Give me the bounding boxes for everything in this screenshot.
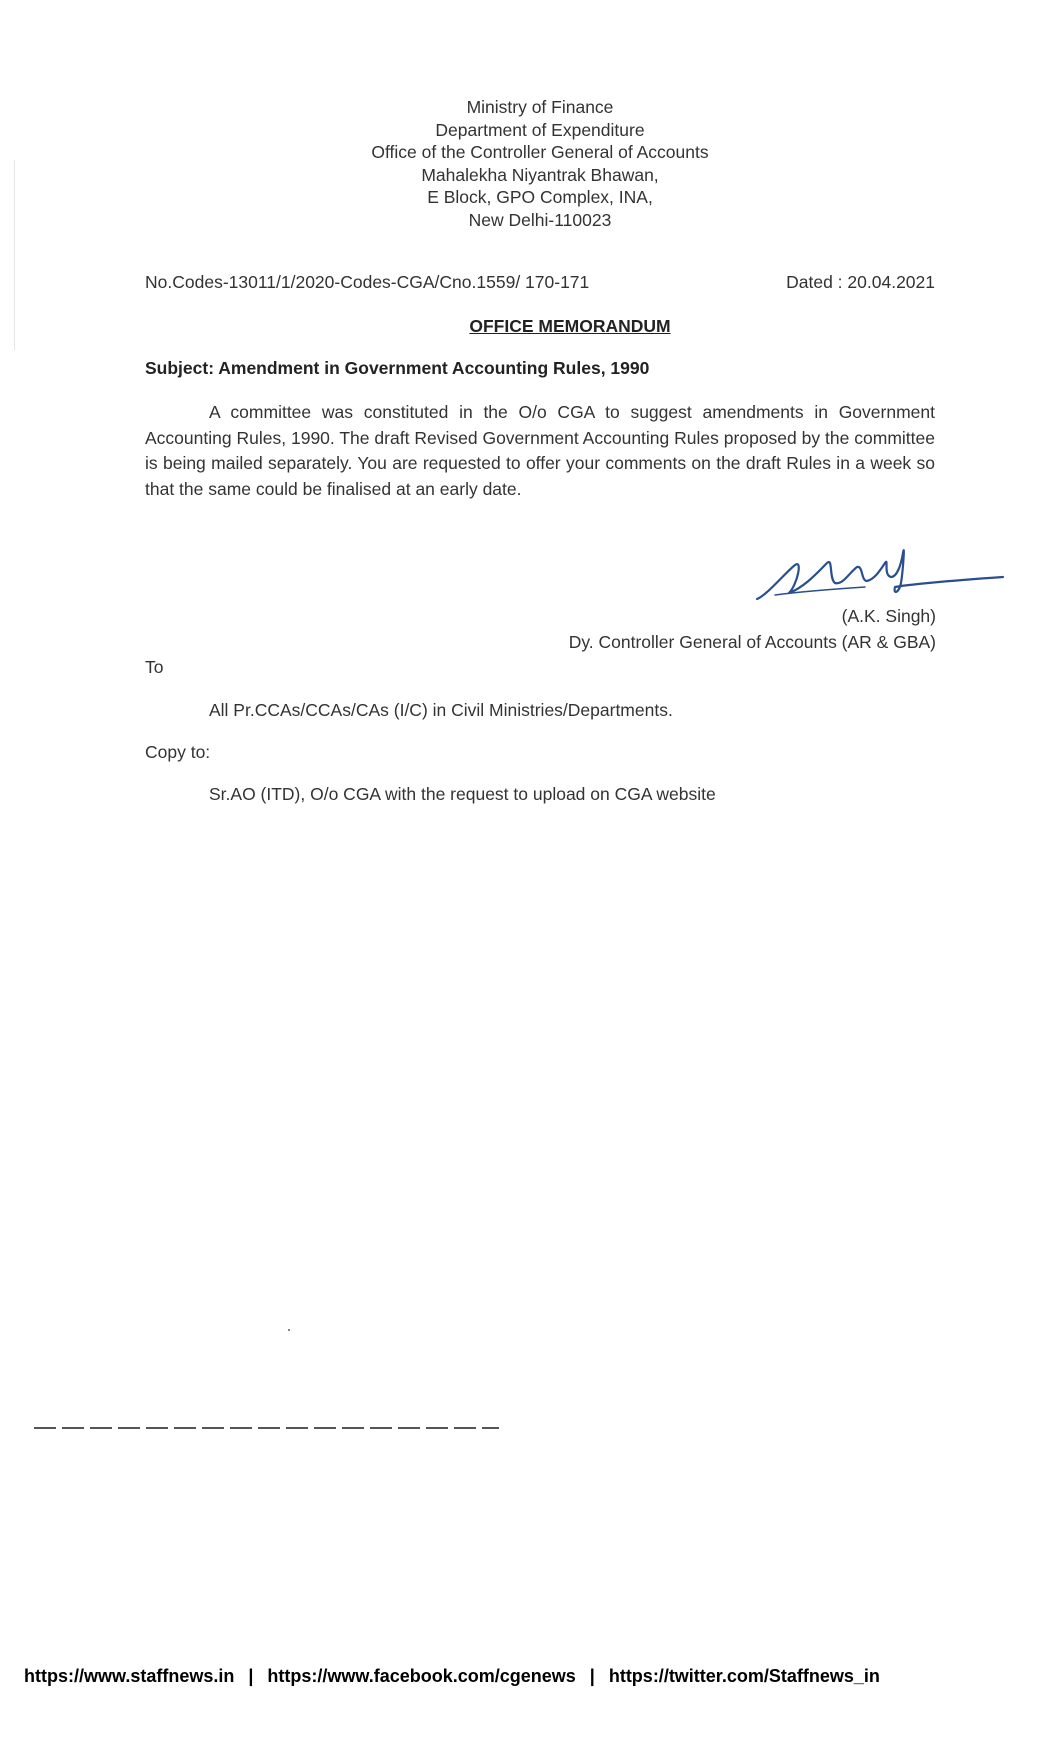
- dashed-rule: [34, 1427, 499, 1429]
- scan-speck: [288, 1329, 290, 1331]
- footer-link-website[interactable]: https://www.staffnews.in: [24, 1666, 235, 1686]
- footer-link-facebook[interactable]: https://www.facebook.com/cgenews: [267, 1666, 576, 1686]
- signature-flourish: [775, 587, 865, 595]
- letterhead-department: Department of Expenditure: [435, 119, 645, 140]
- letterhead: [0, 96, 1056, 231]
- letterhead-city: New Delhi-110023: [468, 209, 612, 230]
- reference-number: No.Codes-13011/1/2020-Codes-CGA/Cno.1559/ 170-171: [145, 272, 590, 292]
- footer-separator: |: [589, 1666, 595, 1686]
- letterhead-office: Office of the Controller General of Accounts: [371, 142, 709, 162]
- letterhead-ministry: Ministry of Finance: [466, 97, 614, 117]
- copy-to-label: Copy to:: [145, 742, 211, 762]
- letterhead-building: Mahalekha Niyantrak Bhawan,: [421, 164, 659, 185]
- signatory-name: (A.K. Singh): [841, 606, 936, 626]
- memo-title: OFFICE MEMORANDUM: [469, 316, 671, 336]
- letterhead-block: E Block, GPO Complex, INA,: [427, 187, 653, 207]
- to-label: To: [145, 657, 164, 677]
- signature-stroke: [757, 550, 1003, 599]
- copy-to-recipient: Sr.AO (ITD), O/o CGA with the request to upload on CGA website: [209, 784, 716, 804]
- memo-body: A committee was constituted in the O/o CGA to suggest amendments in Government Accounting Rules, 1990. The draft Revised Government Accounting Rules proposed by the committee is being mailed separately. You are requested to offer your comments on the draft Rules in a week so that the same could be finalised at an early date.: [145, 402, 935, 499]
- footer-link-twitter[interactable]: https://twitter.com/Staffnews_in: [608, 1666, 880, 1686]
- reference-date: Dated : 20.04.2021: [786, 272, 935, 292]
- footer-separator: |: [248, 1666, 254, 1686]
- footer-links: [24, 1666, 880, 1687]
- to-recipient: All Pr.CCAs/CCAs/CAs (I/C) in Civil Ministries/Departments.: [209, 700, 673, 720]
- memo-subject: Subject: Amendment in Government Accounting Rules, 1990: [145, 358, 650, 378]
- signature-image: [745, 535, 1005, 615]
- signatory-designation: Dy. Controller General of Accounts (AR & GBA): [568, 632, 936, 652]
